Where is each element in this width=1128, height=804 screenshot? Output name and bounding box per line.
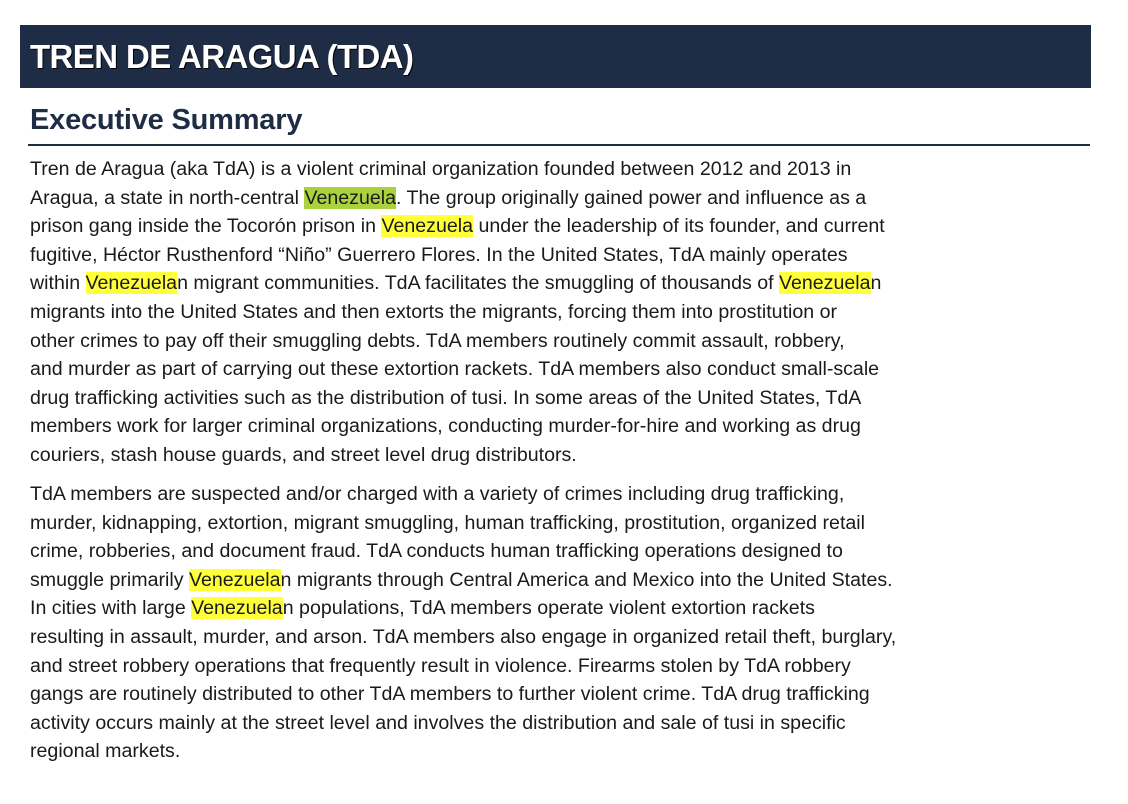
text-line <box>30 412 1100 441</box>
text-segment: couriers, stash house guards, and street level drug distributors. <box>30 443 577 466</box>
text-segment: . The group originally gained power and influence as a <box>396 186 867 209</box>
text-segment: Aragua, a state in north-central <box>30 186 305 209</box>
text-line <box>30 155 1100 184</box>
green-highlight: Venezuela <box>304 186 396 209</box>
text-segment: smuggle primarily <box>30 568 189 591</box>
text-line <box>30 566 1100 595</box>
text-segment: other crimes to pay off their smuggling debts. TdA members routinely commit assault, robbery, <box>30 329 845 352</box>
text-segment: n populations, TdA members operate violent extortion rackets <box>282 597 815 620</box>
text-segment: Tren de Aragua (aka TdA) is a violent criminal organization founded between 2012 and 2013 in <box>30 158 852 180</box>
text-line <box>30 680 1100 709</box>
text-segment: under the leadership of its founder, and current <box>473 215 885 238</box>
text-line <box>30 184 1100 213</box>
text-segment: resulting in assault, murder, and arson. TdA members also engage in organized retail theft, burglary, <box>30 625 897 648</box>
yellow-highlight: Venezuela <box>191 597 283 620</box>
text-line <box>30 241 1100 270</box>
text-line <box>30 384 1100 413</box>
text-segment: and murder as part of carrying out these extortion rackets. TdA members also conduct small-scale <box>30 358 880 381</box>
text-line <box>30 737 1100 766</box>
banner-title: TREN DE ARAGUA (TDA) <box>30 37 414 75</box>
text-segment: n migrant communities. TdA facilitates the smuggling of thousands of <box>177 272 779 295</box>
paragraph-2 <box>30 480 1100 766</box>
text-segment: regional markets. <box>30 740 181 763</box>
text-segment: n migrants through Central America and Mexico into the United States. <box>280 568 893 591</box>
text-line <box>30 212 1100 241</box>
paragraph-1 <box>30 155 1100 470</box>
text-line <box>30 509 1100 538</box>
yellow-highlight: Venezuela <box>85 272 178 295</box>
text-segment: n <box>870 272 882 295</box>
text-line <box>30 298 1100 327</box>
text-line <box>30 441 1100 470</box>
text-segment: activity occurs mainly at the street level and involves the distribution and sale of tusi in specific <box>30 711 846 734</box>
text-line <box>30 623 1100 652</box>
text-line <box>30 327 1100 356</box>
heading-divider <box>28 144 1090 146</box>
text-segment: In cities with large <box>30 597 192 620</box>
text-segment: fugitive, Héctor Rusthenford “Niño” Guerrero Flores. In the United States, TdA mainly operates <box>30 243 848 266</box>
text-segment: gangs are routinely distributed to other TdA members to further violent crime. TdA drug trafficking <box>30 683 870 706</box>
text-segment: and street robbery operations that frequently result in violence. Firearms stolen by TdA robbery <box>30 654 851 677</box>
text-line <box>30 652 1100 681</box>
text-segment: crime, robberies, and document fraud. TdA conducts human trafficking operations designed to <box>30 540 843 563</box>
text-segment: drug trafficking activities such as the distribution of tusi. In some areas of the United States, TdA <box>30 386 862 409</box>
text-line <box>30 594 1100 623</box>
text-segment: migrants into the United States and then extorts the migrants, forcing them into prostitution or <box>30 300 838 323</box>
text-line <box>30 355 1100 384</box>
yellow-highlight: Venezuela <box>381 215 473 238</box>
text-line <box>30 709 1100 738</box>
yellow-highlight: Venezuela <box>779 272 871 295</box>
text-segment: prison gang inside the Tocorón prison in <box>30 215 382 238</box>
text-segment: members work for larger criminal organizations, conducting murder-for-hire and working as drug <box>30 415 861 438</box>
text-line <box>30 480 1100 509</box>
section-heading: Executive Summary <box>30 104 303 136</box>
text-segment: within <box>30 272 86 295</box>
text-segment: murder, kidnapping, extortion, migrant smuggling, human trafficking, prostitution, organized retail <box>30 511 865 534</box>
yellow-highlight: Venezuela <box>188 568 281 591</box>
title-banner <box>20 25 1091 88</box>
text-line <box>30 537 1100 566</box>
text-line <box>30 269 1100 298</box>
text-segment: TdA members are suspected and/or charged with a variety of crimes including drug trafficking, <box>30 483 845 505</box>
